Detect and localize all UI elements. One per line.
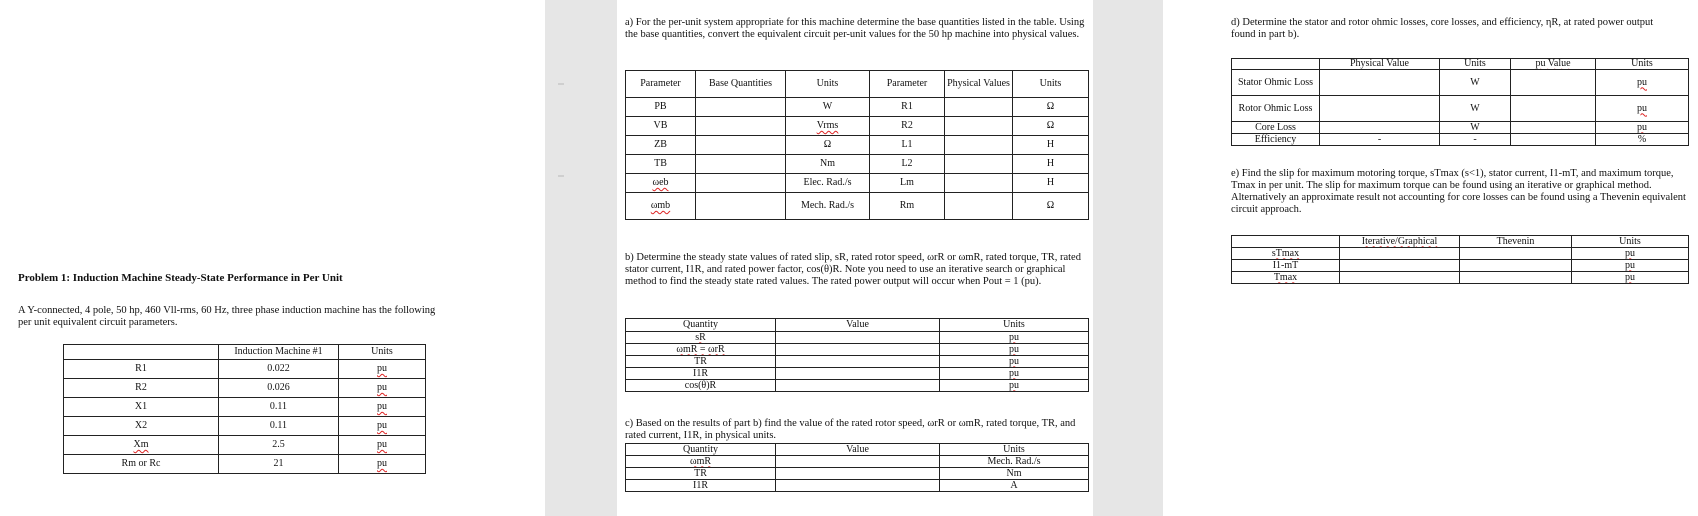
cell (776, 468, 940, 480)
document-page-2 (617, 0, 1093, 516)
cell (696, 98, 786, 117)
table-header: pu Value (1511, 59, 1596, 70)
cell: ωmR (626, 456, 776, 468)
cell (696, 174, 786, 193)
table-row (1232, 70, 1689, 96)
table-header: Value (776, 444, 940, 456)
cell: VB (626, 117, 696, 136)
table-row (626, 155, 1089, 174)
param-unit: pu (339, 360, 426, 379)
table-header: Physical Values (945, 71, 1013, 98)
scroll-marker (558, 175, 564, 177)
param-value: 21 (219, 455, 339, 474)
problem-title: Problem 1: Induction Machine Steady-State Performance in Per Unit (18, 272, 343, 284)
part-d-text: d) Determine the stator and rotor ohmic losses, core losses, and efficiency, ηR, at rated power output found in part b). (1231, 17, 1654, 40)
cell (696, 117, 786, 136)
problem-intro: A Y-connected, 4 pole, 50 hp, 460 Vll-rms, 60 Hz, three phase induction machine has the following per unit equivalent circuit parameters. (18, 305, 436, 328)
scroll-marker (558, 83, 564, 85)
cell: R1 (870, 98, 945, 117)
cell: Mech. Rad./s (786, 193, 870, 220)
cell: Rotor Ohmic Loss (1232, 96, 1320, 122)
cell (776, 332, 940, 344)
table-row (626, 368, 1089, 380)
cell: TR (626, 468, 776, 480)
param-value: 2.5 (219, 436, 339, 455)
table-row (626, 456, 1089, 468)
table-row (64, 455, 426, 474)
table-row (626, 332, 1089, 344)
parameter-table (63, 344, 426, 474)
param-value: 0.11 (219, 398, 339, 417)
table-header: Iterative/Graphical (1340, 236, 1460, 248)
cell: TB (626, 155, 696, 174)
param-value: 0.022 (219, 360, 339, 379)
losses-table (1231, 58, 1689, 146)
param-name: Rm or Rc (64, 455, 219, 474)
table-header: Quantity (626, 319, 776, 332)
table-header (64, 345, 219, 360)
table-row (64, 379, 426, 398)
cell: % (1596, 134, 1689, 146)
cell: - (1440, 134, 1511, 146)
cell: ωmb (626, 193, 696, 220)
table-row (626, 117, 1089, 136)
cell: Lm (870, 174, 945, 193)
cell: H (1013, 155, 1089, 174)
cell: L2 (870, 155, 945, 174)
cell: W (1440, 122, 1511, 134)
cell: sTmax (1232, 248, 1340, 260)
table-row (1232, 134, 1689, 146)
cell: W (786, 98, 870, 117)
table-row (64, 398, 426, 417)
table-row (626, 174, 1089, 193)
cell: PB (626, 98, 696, 117)
param-unit: pu (339, 379, 426, 398)
table-row (1232, 96, 1689, 122)
cell (945, 117, 1013, 136)
table-header: Units (1013, 71, 1089, 98)
cell (1340, 260, 1460, 272)
part-a-text: a) For the per-unit system appropriate for this machine determine the base quantities listed in the table. Using the base quantities, convert the equivalent circuit per-unit values for the 50 hp machine into physical values. (625, 17, 1085, 40)
cell (1320, 96, 1440, 122)
max-torque-table (1231, 235, 1689, 284)
cell (1511, 134, 1596, 146)
table-header: Units (940, 319, 1089, 332)
table-row (626, 136, 1089, 155)
param-unit: pu (339, 398, 426, 417)
cell (945, 155, 1013, 174)
cell: pu (1572, 272, 1689, 284)
cell: Elec. Rad./s (786, 174, 870, 193)
cell (1320, 70, 1440, 96)
cell (1460, 272, 1572, 284)
cell (945, 193, 1013, 220)
table-header: Units (339, 345, 426, 360)
cell: pu (940, 332, 1089, 344)
param-unit: pu (339, 417, 426, 436)
rated-values-table (625, 318, 1089, 392)
cell: ωmR = ωrR (626, 344, 776, 356)
table-row (626, 193, 1089, 220)
part-e-text: e) Find the slip for maximum motoring torque, sTmax (s<1), stator current, I1-mT, and maximum torque, Tmax in per unit. The slip for maximum torque can be found using an iterative or graphical method. Alternatively an approximate result not accounting for core losses can be found using a Thevenin equivalent circuit approach. (1231, 168, 1686, 215)
param-unit: pu (339, 455, 426, 474)
cell (776, 380, 940, 392)
cell: pu (1572, 260, 1689, 272)
table-header: Parameter (626, 71, 696, 98)
cell: Ω (1013, 117, 1089, 136)
cell: pu (940, 344, 1089, 356)
cell (945, 136, 1013, 155)
table-row (626, 98, 1089, 117)
base-quantities-table (625, 70, 1089, 220)
cell: ωeb (626, 174, 696, 193)
table-row (64, 436, 426, 455)
cell (945, 174, 1013, 193)
cell (696, 155, 786, 174)
cell: W (1440, 70, 1511, 96)
cell: - (1320, 134, 1440, 146)
page-gutter-2 (1093, 0, 1163, 516)
param-name: R1 (64, 360, 219, 379)
cell: pu (1572, 248, 1689, 260)
cell: Ω (1013, 193, 1089, 220)
cell: I1R (626, 368, 776, 380)
table-header (1232, 59, 1320, 70)
param-name: R2 (64, 379, 219, 398)
param-name: X2 (64, 417, 219, 436)
param-name: X1 (64, 398, 219, 417)
cell: Mech. Rad./s (940, 456, 1089, 468)
cell (1511, 96, 1596, 122)
table-header: Thevenin (1460, 236, 1572, 248)
cell: cos(θ)R (626, 380, 776, 392)
page-gutter-1 (545, 0, 617, 516)
cell (776, 356, 940, 368)
table-row (1232, 272, 1689, 284)
cell (776, 344, 940, 356)
table-header: Base Quantities (696, 71, 786, 98)
table-row (626, 344, 1089, 356)
cell: sR (626, 332, 776, 344)
cell: Ω (1013, 98, 1089, 117)
cell: Tmax (1232, 272, 1340, 284)
table-header: Value (776, 319, 940, 332)
cell (1511, 122, 1596, 134)
cell: Vrms (786, 117, 870, 136)
table-row (626, 468, 1089, 480)
table-header (1232, 236, 1340, 248)
cell: pu (940, 356, 1089, 368)
param-value: 0.026 (219, 379, 339, 398)
cell: A (940, 480, 1089, 492)
cell: L1 (870, 136, 945, 155)
param-unit: pu (339, 436, 426, 455)
cell (696, 136, 786, 155)
cell: pu (1596, 96, 1689, 122)
cell: ZB (626, 136, 696, 155)
table-header: Induction Machine #1 (219, 345, 339, 360)
document-page-1 (0, 0, 545, 516)
document-page-3 (1163, 0, 1698, 516)
cell: W (1440, 96, 1511, 122)
table-header: Physical Value (1320, 59, 1440, 70)
cell (776, 480, 940, 492)
physical-units-table (625, 443, 1089, 492)
cell: H (1013, 136, 1089, 155)
cell (1511, 70, 1596, 96)
table-header: Units (1596, 59, 1689, 70)
cell (696, 193, 786, 220)
cell: pu (940, 368, 1089, 380)
cell (1340, 272, 1460, 284)
cell: Stator Ohmic Loss (1232, 70, 1320, 96)
table-row (64, 360, 426, 379)
cell: pu (1596, 122, 1689, 134)
cell: pu (1596, 70, 1689, 96)
cell: H (1013, 174, 1089, 193)
table-row (1232, 260, 1689, 272)
cell: Nm (940, 468, 1089, 480)
table-header: Units (1440, 59, 1511, 70)
cell (776, 368, 940, 380)
cell (1460, 260, 1572, 272)
cell (1320, 122, 1440, 134)
cell: Efficiency (1232, 134, 1320, 146)
table-header: Units (786, 71, 870, 98)
table-row (1232, 122, 1689, 134)
table-row (64, 417, 426, 436)
part-c-text: c) Based on the results of part b) find the value of the rated rotor speed, ωrR or ωmR, rated torque, TR, and rated current, I1R, in physical units. (625, 418, 1076, 441)
cell: Nm (786, 155, 870, 174)
cell: R2 (870, 117, 945, 136)
table-header: Parameter (870, 71, 945, 98)
table-row (626, 356, 1089, 368)
param-name: Xm (64, 436, 219, 455)
cell: TR (626, 356, 776, 368)
table-header: Units (940, 444, 1089, 456)
cell (945, 98, 1013, 117)
table-header: Units (1572, 236, 1689, 248)
cell: pu (940, 380, 1089, 392)
table-row (626, 480, 1089, 492)
table-row (626, 380, 1089, 392)
cell (1340, 248, 1460, 260)
param-value: 0.11 (219, 417, 339, 436)
cell: I1R (626, 480, 776, 492)
cell (776, 456, 940, 468)
part-b-text: b) Determine the steady state values of rated slip, sR, rated rotor speed, ωrR or ωmR, rated torque, TR, rated stator current, I1R, and rated power factor, cos(θ)R. Note you need to use an iterative search or graphical method to find the steady state rated values. The rated power output will occur when Pout = 1 (pu). (625, 252, 1081, 287)
table-header: Quantity (626, 444, 776, 456)
cell: Core Loss (1232, 122, 1320, 134)
cell: I1-mT (1232, 260, 1340, 272)
cell (1460, 248, 1572, 260)
table-row (1232, 248, 1689, 260)
cell: Ω (786, 136, 870, 155)
cell: Rm (870, 193, 945, 220)
